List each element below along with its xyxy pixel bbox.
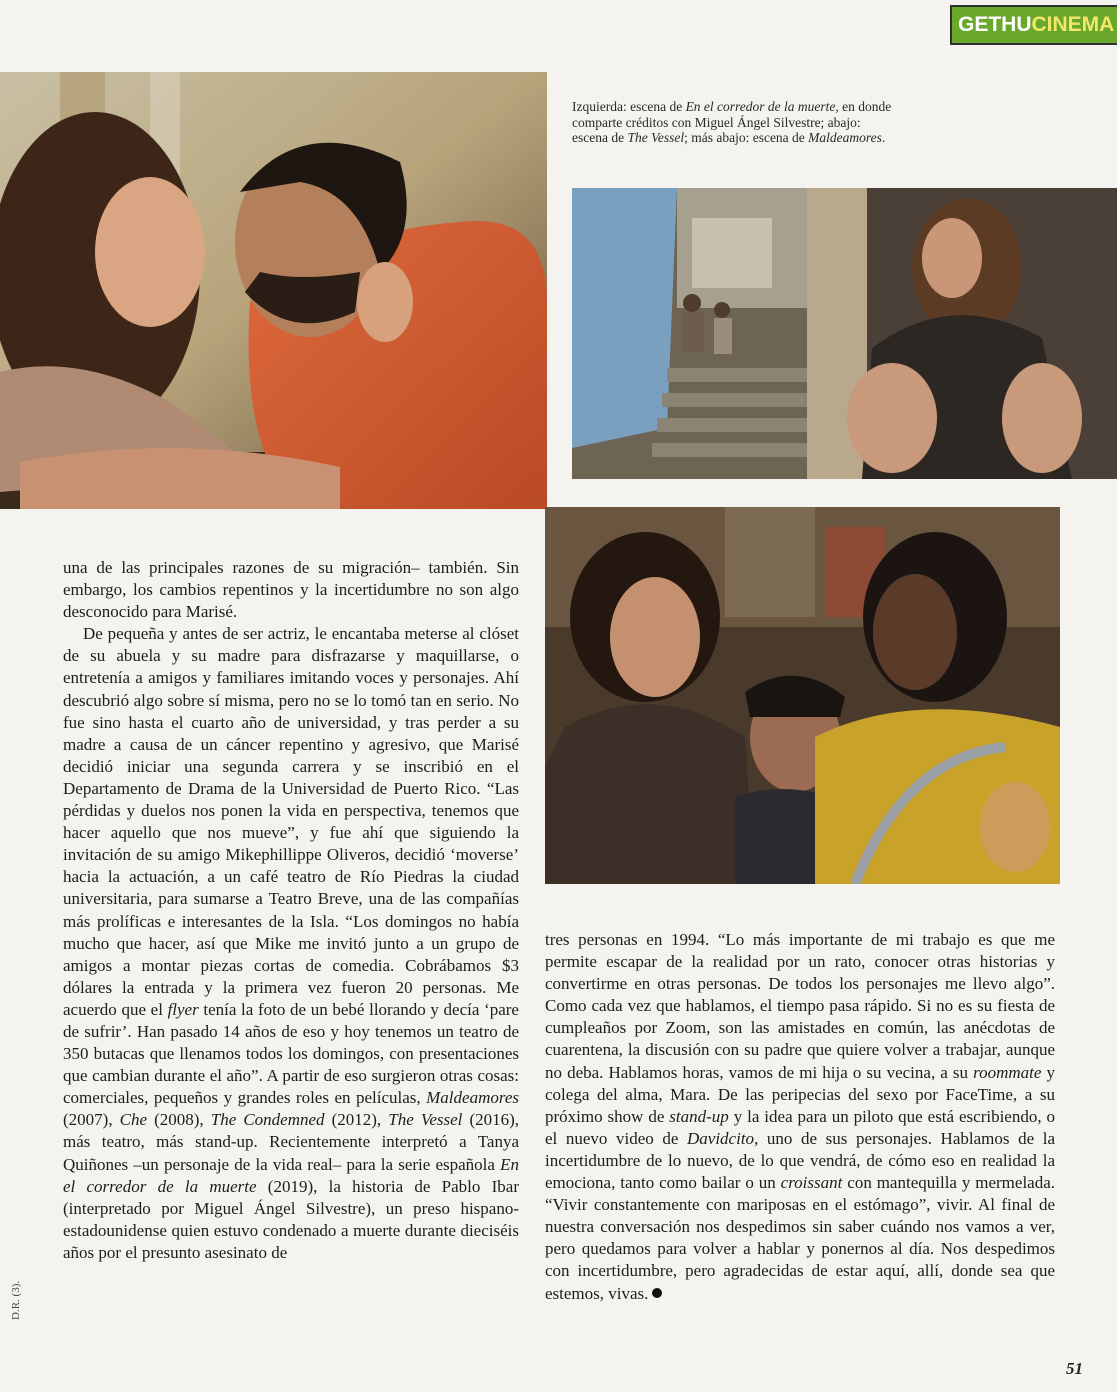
italic-term: roommate bbox=[973, 1062, 1042, 1082]
photo-maldeamores-scene bbox=[545, 507, 1060, 884]
photo-credit: D.R. (3). bbox=[10, 1280, 22, 1320]
text-run: De pequeña y antes de ser actriz, le encantaba meterse al clóset de su abuela y su madre para disfrazarse y maquillarse, o entretenía a amigos y familiares imitando voces y personajes. Ahí descubrió algo sobre sí misma, pero no se lo tomó tan en serio. No fue sino hasta el cuarto año de universidad, y tras perder a su madre a causa de un cáncer repentino y agresivo, que Marisé decidió iniciar una segunda carrera y se inscribió en el Departamento de Drama de la Universidad de Puerto Rico. “Las pérdidas y duelos nos ponen la vida en perspectiva, tenemos que hacer aquello que nos mueve”, y fue ahí que siguiendo la invitación de su amigo Mikephillippe Oliveros, decidió ‘moverse’ hacia la actuación, a un café teatro de Río Piedras la ciudad universitaria, para sumarse a Teatro Breve, una de las compañías más prolíficas e interesantes de la Isla. “Los domingos no había mucho que hacer, así que Mike me invitó junto a un grupo de amigos a montar piezas cortas de comedia. Cobrábamos $3 dólares la entrada y la primera vez fueron 20 personas. Me acuerdo que el bbox=[63, 624, 519, 1019]
caption-text: Izquierda: escena de bbox=[572, 99, 686, 114]
text-run: (2016), más teatro, más stand-up. Recientemente interpretó a Tanya Quiñones –un personaje de la vida real– para la serie española bbox=[63, 1110, 520, 1174]
logo-text-part2: CINEMA bbox=[1031, 13, 1115, 36]
logo-text-part1: GETHU bbox=[958, 13, 1032, 36]
text-run: tenía la foto de un bebé llorando y decía ‘pare de sufrir’. Han pasado 14 años de eso y hoy tenemos un teatro de 350 butacas que llenamos todos los domingos, con presentaciones que cambian durante el año”. A partir de eso surgieron otras cosas: comerciales, pequeños y grandes roles en películas, bbox=[63, 999, 519, 1108]
caption-text: , en donde comparte créditos con Miguel Ángel Silvestre; abajo: escena de bbox=[572, 99, 892, 145]
channel-logo bbox=[950, 6, 1116, 44]
italic-term: flyer bbox=[167, 999, 199, 1019]
text-run: (2008), bbox=[147, 1110, 211, 1130]
caption-title-corredor: En el corredor de la muerte bbox=[685, 99, 836, 114]
text-run: con mantequilla y mermelada. “Vivir constantemente con mariposas en el estómago”, vivir. Al final de nuestra conversación nos despedimos sin saber cuándo nos vamos a ver, pero quedamos para volver a hablar y ponernos al día. Nos despedimos con incertidumbre, pero agradecidas de estar aquí, allí, donde sea que estemos, vivas. bbox=[545, 1173, 1056, 1303]
text-run: , uno de sus personajes. Hablamos de la incertidumbre de lo nuevo, de lo que vendrá, de cómo eso en realidad la emociona, tanto como bailar o un bbox=[545, 1128, 1055, 1193]
text-run: (2012), bbox=[324, 1110, 389, 1130]
caption-text: . bbox=[881, 130, 886, 145]
logo-badge bbox=[950, 5, 1117, 45]
paragraph bbox=[545, 929, 1055, 1305]
text-run: (2019), la historia de Pablo Ibar (interpretado por Miguel Ángel Silvestre), un preso hispano-estadounidense quien estuvo condenado a muerte durante dieciséis años por el presunto asesinato de bbox=[63, 1176, 519, 1262]
film-title: The Condemned bbox=[210, 1110, 325, 1130]
photo-vessel-scene bbox=[572, 188, 1117, 479]
text-run: y colega del alma, Mara. De las peripecias del sexo por FaceTime, a su próximo show de bbox=[545, 1062, 1055, 1126]
film-title: Maldeamores bbox=[426, 1088, 519, 1108]
text-run: tres personas en 1994. “Lo más importante de mi trabajo es que me permite escapar de la realidad por un rato, conocer otras historias y convertirme en otras personas. De todos los personajes me llevo algo”. Como cada vez que hablamos, el tiempo pasa rápido. Si no es su fiesta de cumpleaños por Zoom, son las amistades en común, las anécdotas de cuarentena, la discusión con su padre que quiere volver a trabajar, aunque no deba. Hablamos horas, vamos de mi hija o su vecina, a su bbox=[545, 930, 1055, 1082]
film-title: Che bbox=[119, 1110, 148, 1130]
article-column-left bbox=[63, 557, 519, 1264]
caption-title-maldeamores: Maldeamores bbox=[808, 130, 882, 145]
photo-corredor-scene bbox=[0, 72, 547, 509]
italic-term: croissant bbox=[780, 1173, 843, 1193]
paragraph: una de las principales razones de su migración– también. Sin embargo, los cambios repentinos y la incertidumbre no son algo desconocido para Marisé. bbox=[63, 558, 519, 622]
photo-caption bbox=[572, 99, 892, 146]
caption-text: ; más abajo: escena de bbox=[684, 130, 809, 145]
italic-term: Davidcito bbox=[687, 1128, 755, 1148]
film-title: The Vessel bbox=[388, 1110, 463, 1130]
paragraph bbox=[63, 623, 519, 1264]
article-column-right bbox=[545, 929, 1055, 1305]
page-number: 51 bbox=[1066, 1359, 1083, 1378]
italic-term: stand-up bbox=[669, 1106, 729, 1126]
end-of-article-mark bbox=[652, 1288, 662, 1298]
film-title: En el corredor de la muerte bbox=[63, 1154, 519, 1196]
caption-title-vessel: The Vessel bbox=[627, 130, 685, 145]
text-run: (2007), bbox=[63, 1110, 120, 1130]
text-run: y la idea para un piloto que está escribiendo, o el nuevo video de bbox=[545, 1106, 1056, 1148]
